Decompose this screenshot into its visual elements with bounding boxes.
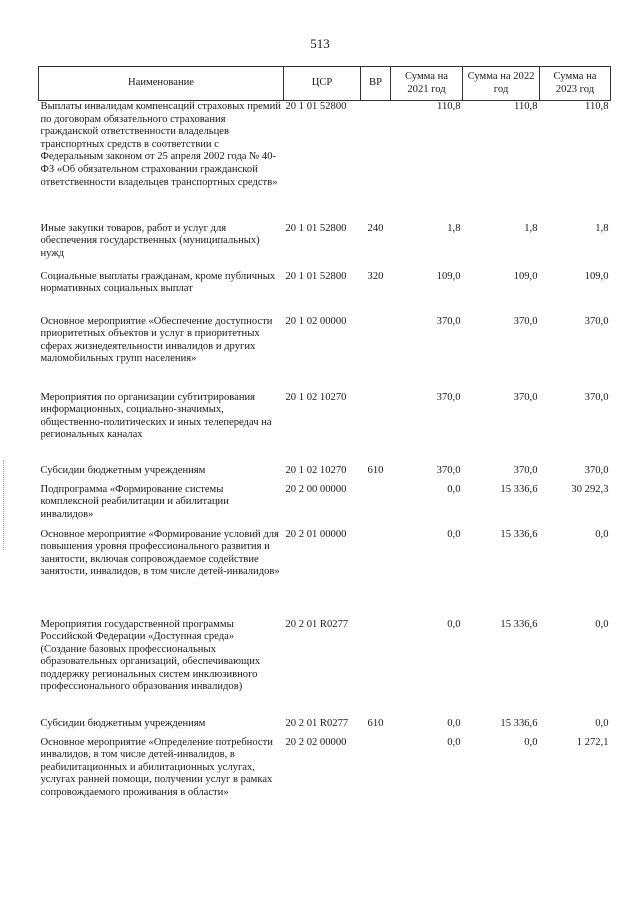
row-vr: 610 xyxy=(367,464,384,476)
table-row xyxy=(39,465,611,484)
row-sum-2022: 109,0 xyxy=(513,270,538,282)
row-sum-2021: 0,0 xyxy=(447,736,461,748)
row-sum-2021: 1,8 xyxy=(447,222,461,234)
row-sum-2023: 0,0 xyxy=(595,528,609,540)
row-vr: 240 xyxy=(367,222,384,234)
row-csr: 20 2 01 R0277 xyxy=(285,618,349,630)
row-name: Основное мероприятие «Формирование условий для повышения уровня профессионального развития и занятости, включая сопровождаемое содействие занятости, инвалидов, в том числе детей-инвалидов» xyxy=(40,528,280,578)
row-sum-2022: 1,8 xyxy=(524,222,538,234)
row-vr xyxy=(361,392,391,465)
table-row xyxy=(39,101,611,223)
header-name: Наименование xyxy=(39,67,284,101)
table-row xyxy=(39,223,611,271)
row-name: Субсидии бюджетным учреждениям xyxy=(40,464,206,476)
row-sum-2023: 109,0 xyxy=(584,270,609,282)
row-sum-2021: 110,8 xyxy=(437,101,461,112)
row-csr: 20 2 01 R0277 xyxy=(285,717,349,729)
header-2023: Сумма на 2023 год xyxy=(540,67,611,101)
row-vr xyxy=(361,484,391,529)
row-sum-2021: 370,0 xyxy=(436,464,461,476)
row-sum-2022: 15 336,6 xyxy=(500,618,538,630)
row-sum-2021: 0,0 xyxy=(447,528,461,540)
row-vr xyxy=(361,101,391,223)
row-vr xyxy=(361,529,391,619)
row-csr: 20 1 02 00000 xyxy=(285,315,347,327)
row-csr: 20 1 02 10270 xyxy=(285,391,347,403)
row-csr: 20 1 01 52800 xyxy=(285,270,347,282)
row-sum-2023: 0,0 xyxy=(595,717,609,729)
row-vr: 610 xyxy=(367,717,384,729)
row-sum-2022: 15 336,6 xyxy=(500,717,538,729)
page-number: 513 xyxy=(310,36,330,51)
row-sum-2023: 30 292,3 xyxy=(571,483,609,495)
row-sum-2023: 370,0 xyxy=(584,391,609,403)
row-sum-2022: 370,0 xyxy=(513,391,538,403)
header-2022: Сумма на 2022 год xyxy=(463,67,540,101)
row-sum-2023: 110,8 xyxy=(585,101,609,112)
row-sum-2023: 1,8 xyxy=(595,222,609,234)
row-name: Подпрограмма «Формирование системы комплексной реабилитации и абилитации инвалидов» xyxy=(40,483,229,520)
table-row xyxy=(39,271,611,316)
row-sum-2021: 109,0 xyxy=(436,270,461,282)
row-sum-2021: 370,0 xyxy=(436,315,461,327)
row-sum-2021: 370,0 xyxy=(436,391,461,403)
row-name: Субсидии бюджетным учреждениям xyxy=(40,717,206,729)
table-row xyxy=(39,392,611,465)
table-row xyxy=(39,529,611,619)
row-sum-2021: 0,0 xyxy=(447,618,461,630)
table-row xyxy=(39,484,611,529)
header-vr: ВР xyxy=(361,67,391,101)
row-sum-2023: 370,0 xyxy=(584,464,609,476)
table-row xyxy=(39,718,611,737)
row-vr xyxy=(361,737,391,804)
row-sum-2021: 0,0 xyxy=(447,483,461,495)
row-sum-2022: 110,8 xyxy=(514,101,538,112)
row-name: Социальные выплаты гражданам, кроме публичных нормативных социальных выплат xyxy=(40,270,276,295)
row-csr: 20 2 01 00000 xyxy=(285,528,347,540)
scan-edge-mark xyxy=(3,460,5,550)
table-header-row xyxy=(39,67,611,101)
row-sum-2022: 15 336,6 xyxy=(500,483,538,495)
table-row xyxy=(39,619,611,718)
row-name: Основное мероприятие «Обеспечение доступности приоритетных объектов и услуг в приоритетных сферах жизнедеятельности инвалидов и других маломобильных групп населения» xyxy=(40,315,273,365)
row-vr: 320 xyxy=(367,270,384,282)
row-csr: 20 1 02 10270 xyxy=(285,464,347,476)
row-sum-2021: 0,0 xyxy=(447,717,461,729)
budget-table xyxy=(38,66,611,803)
row-sum-2022: 370,0 xyxy=(513,315,538,327)
row-name: Мероприятия по организации субтитрирования информационных, социально-значимых, общественно-политических и иных телепередач на региональных каналах xyxy=(40,391,272,441)
table-row xyxy=(39,316,611,392)
row-name: Выплаты инвалидам компенсаций страховых премий по договорам обязательного страхования гражданской ответственности владельцев транспортных средств в соответствии с Федеральным законом от 25 апреля 2002 года № 40-ФЗ «Об обязательном страховании гражданской ответственности владельцев транспортных средств» xyxy=(40,101,281,188)
row-csr: 20 1 01 52800 xyxy=(285,222,347,234)
row-sum-2022: 0,0 xyxy=(524,736,538,748)
row-csr: 20 2 02 00000 xyxy=(285,736,347,748)
row-sum-2023: 1 272,1 xyxy=(576,736,609,748)
header-2021: Сумма на 2021 год xyxy=(391,67,463,101)
row-name: Иные закупки товаров, работ и услуг для обеспечения государственных (муниципальных) нужд xyxy=(40,222,260,259)
row-sum-2022: 370,0 xyxy=(513,464,538,476)
header-csr: ЦСР xyxy=(284,67,361,101)
row-name: Основное мероприятие «Определение потребности инвалидов, в том числе детей-инвалидов, в реабилитационных и абилитационных услугах, услугах ранней помощи, получении услуг в рамках сопровождаемого проживания в области» xyxy=(40,736,273,798)
row-sum-2022: 15 336,6 xyxy=(500,528,538,540)
table-row xyxy=(39,737,611,804)
row-csr: 20 1 01 52800 xyxy=(285,101,347,112)
row-csr: 20 2 00 00000 xyxy=(285,483,347,495)
row-vr xyxy=(361,316,391,392)
row-name: Мероприятия государственной программы Российской Федерации «Доступная среда» (Создание базовых профессиональных образовательных организаций, обеспечивающих поддержку региональных систем инклюзивного профессионального образования инвалидов) xyxy=(40,618,261,693)
row-sum-2023: 0,0 xyxy=(595,618,609,630)
row-sum-2023: 370,0 xyxy=(584,315,609,327)
row-vr xyxy=(361,619,391,718)
